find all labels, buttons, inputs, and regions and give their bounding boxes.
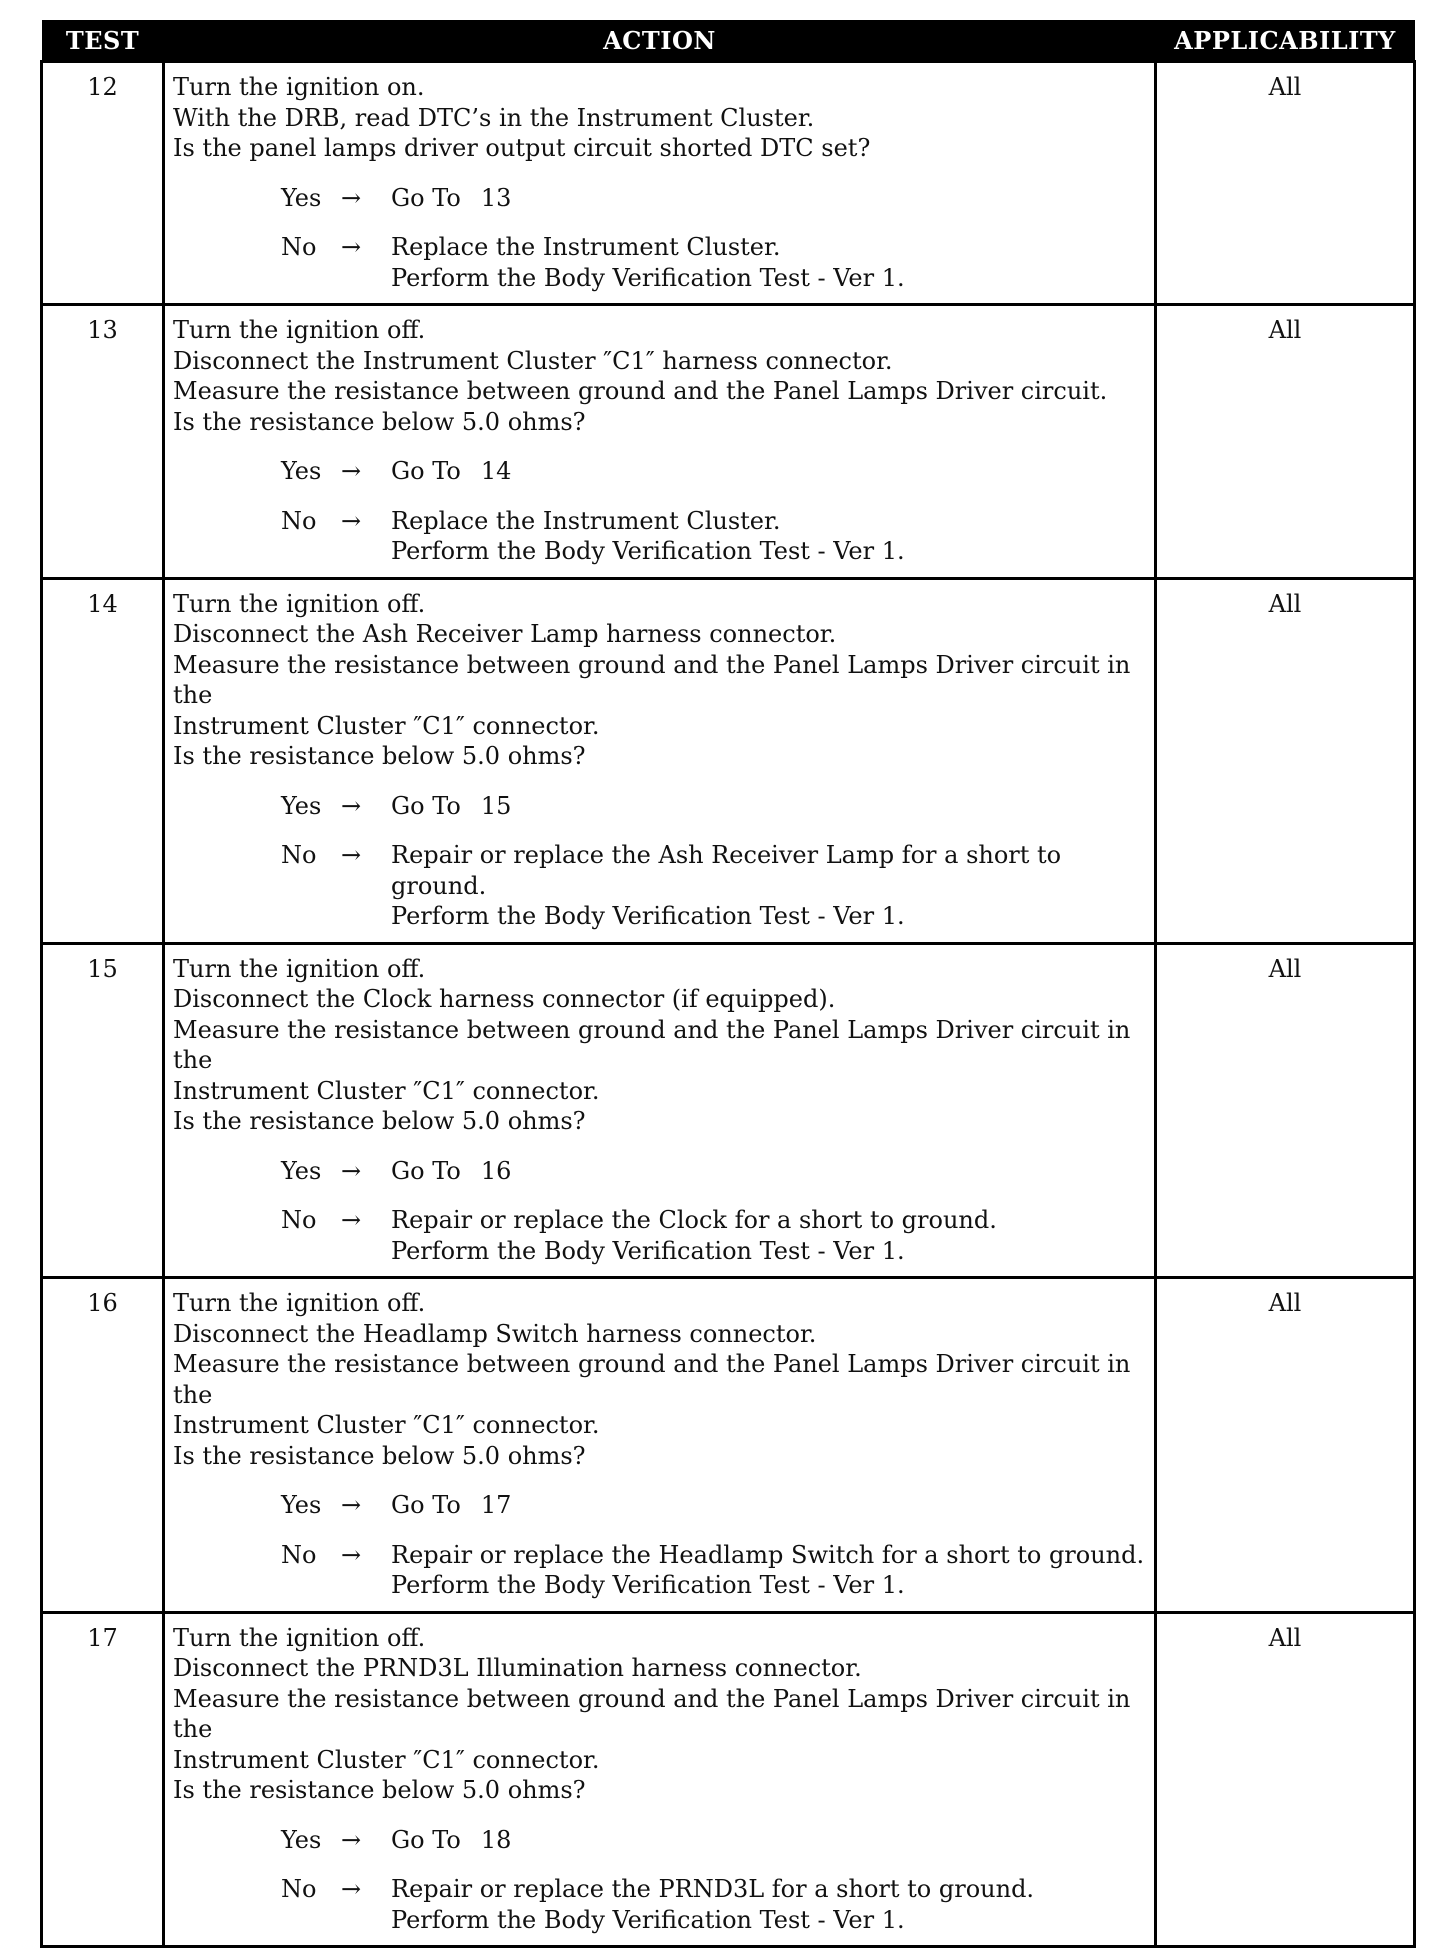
goto-text: Go To <box>391 457 461 485</box>
right-arrow-icon: → <box>341 1206 362 1234</box>
yes-branch <box>173 1156 1154 1187</box>
diagnostic-test-table <box>40 20 1416 1948</box>
action-step-text: Measure the resistance between ground and the Panel Lamps Driver circuit in the <box>173 650 1139 709</box>
yes-label: Yes <box>281 791 322 820</box>
no-action-line: Replace the Instrument Cluster. <box>391 506 781 535</box>
table-row <box>42 305 1415 579</box>
action-step-text: Measure the resistance between ground and the Panel Lamps Driver circuit in the <box>173 1684 1139 1743</box>
action-step-text: Measure the resistance between ground and the Panel Lamps Driver circuit in the <box>173 1015 1139 1074</box>
applicability-value: All <box>1156 1612 1415 1947</box>
action-cell <box>164 305 1156 579</box>
no-label: No <box>281 1206 317 1234</box>
right-arrow-icon: → <box>341 506 362 535</box>
test-number: 14 <box>42 578 164 943</box>
action-cell <box>164 578 1156 943</box>
yes-branch <box>173 1825 1154 1856</box>
action-step-text: Is the resistance below 5.0 ohms? <box>173 1107 586 1135</box>
no-branch <box>173 1205 1154 1266</box>
no-branch <box>173 840 1154 932</box>
action-step-text: Turn the ignition on. <box>173 73 425 101</box>
applicability-value: All <box>1156 1278 1415 1613</box>
no-branch <box>173 1874 1154 1935</box>
answer-block <box>173 1156 1154 1267</box>
no-branch <box>173 1540 1154 1601</box>
no-action-line: Perform the Body Verification Test - Ver 1. <box>391 537 905 565</box>
answer-block <box>173 1825 1154 1936</box>
action-cell <box>164 1278 1156 1613</box>
yes-label: Yes <box>281 1825 322 1854</box>
no-action <box>391 1540 1154 1601</box>
action-step-text: Disconnect the PRND3L Illumination harness connector. <box>173 1654 862 1682</box>
test-number: 13 <box>42 305 164 579</box>
no-label: No <box>281 233 317 261</box>
right-arrow-icon: → <box>341 1825 362 1854</box>
goto-text: Go To <box>391 791 461 820</box>
right-arrow-icon: → <box>341 1875 362 1903</box>
no-action <box>391 1874 1154 1935</box>
action-step-text: Is the resistance below 5.0 ohms? <box>173 1776 586 1804</box>
answer-block <box>173 791 1154 932</box>
no-action <box>391 1205 1154 1266</box>
yes-goto <box>391 1490 1154 1521</box>
action-cell <box>164 943 1156 1278</box>
no-action-line: Repair or replace the PRND3L for a short to ground. <box>391 1875 1035 1903</box>
table-row <box>42 62 1415 305</box>
yes-branch <box>173 456 1154 487</box>
action-step-text: Measure the resistance between ground and the Panel Lamps Driver circuit. <box>173 377 1108 405</box>
right-arrow-icon: → <box>341 1491 362 1519</box>
no-action-line: Repair or replace the Clock for a short to ground. <box>391 1206 997 1234</box>
test-number: 15 <box>42 943 164 1278</box>
action-step-text: With the DRB, read DTC’s in the Instrument Cluster. <box>173 103 815 132</box>
no-action-line: Perform the Body Verification Test - Ver 1. <box>391 902 905 930</box>
no-action <box>391 506 1154 567</box>
action-cell <box>164 62 1156 305</box>
action-step-text: Turn the ignition off. <box>173 1623 426 1652</box>
action-step-text: Turn the ignition off. <box>173 1289 426 1317</box>
answer-block <box>173 183 1154 294</box>
no-label: No <box>281 1875 317 1903</box>
header-applicability: APPLICABILITY <box>1156 20 1415 62</box>
no-action-line: Repair or replace the Ash Receiver Lamp for a short to ground. <box>391 841 1062 900</box>
goto-text: Go To <box>391 1156 461 1185</box>
yes-goto <box>391 1156 1154 1187</box>
right-arrow-icon: → <box>341 1540 362 1569</box>
test-number: 12 <box>42 62 164 305</box>
test-number: 17 <box>42 1612 164 1947</box>
yes-goto <box>391 791 1154 822</box>
action-step-text: Instrument Cluster ″C1″ connector. <box>173 1411 600 1439</box>
no-action-line: Perform the Body Verification Test - Ver 1. <box>391 263 905 292</box>
yes-label: Yes <box>281 1491 322 1519</box>
no-label: No <box>281 841 317 869</box>
answer-block <box>173 456 1154 567</box>
no-action <box>391 232 1154 293</box>
action-step-text: Disconnect the Clock harness connector (if equipped). <box>173 985 836 1013</box>
action-step-text: Is the resistance below 5.0 ohms? <box>173 742 586 770</box>
applicability-value: All <box>1156 62 1415 305</box>
action-cell <box>164 1612 1156 1947</box>
no-label: No <box>281 506 317 535</box>
action-step-text: Disconnect the Ash Receiver Lamp harness connector. <box>173 620 837 648</box>
header-test: TEST <box>42 20 164 62</box>
header-action: ACTION <box>164 20 1156 62</box>
applicability-value: All <box>1156 305 1415 579</box>
goto-text: Go To <box>391 183 461 212</box>
yes-branch <box>173 183 1154 214</box>
no-action-line: Perform the Body Verification Test - Ver 1. <box>391 1905 905 1934</box>
no-action-line: Perform the Body Verification Test - Ver 1. <box>391 1571 905 1599</box>
action-step-text: Is the resistance below 5.0 ohms? <box>173 1441 586 1470</box>
applicability-value: All <box>1156 578 1415 943</box>
table-header <box>42 20 1415 62</box>
yes-goto <box>391 183 1154 214</box>
action-step-text: Instrument Cluster ″C1″ connector. <box>173 1076 600 1105</box>
table-row <box>42 1278 1415 1613</box>
right-arrow-icon: → <box>341 457 362 485</box>
right-arrow-icon: → <box>341 791 362 820</box>
goto-number: 17 <box>480 1491 512 1519</box>
yes-label: Yes <box>281 183 322 212</box>
yes-branch <box>173 791 1154 822</box>
goto-number: 16 <box>480 1156 512 1185</box>
no-branch <box>173 506 1154 567</box>
yes-label: Yes <box>281 457 322 485</box>
action-step-text: Is the resistance below 5.0 ohms? <box>173 407 586 436</box>
answer-block <box>173 1490 1154 1601</box>
yes-goto <box>391 456 1154 487</box>
action-step-text: Disconnect the Headlamp Switch harness connector. <box>173 1319 817 1348</box>
no-action <box>391 840 1154 932</box>
right-arrow-icon: → <box>341 233 362 261</box>
action-step-text: Is the panel lamps driver output circuit shorted DTC set? <box>173 134 871 162</box>
no-action-line: Perform the Body Verification Test - Ver 1. <box>391 1236 905 1265</box>
goto-text: Go To <box>391 1825 461 1854</box>
diagnostic-test-table-page <box>40 20 1413 1948</box>
table-row <box>42 943 1415 1278</box>
no-branch <box>173 232 1154 293</box>
goto-number: 18 <box>480 1825 512 1854</box>
yes-goto <box>391 1825 1154 1856</box>
right-arrow-icon: → <box>341 841 362 869</box>
action-step-text: Disconnect the Instrument Cluster ″C1″ harness connector. <box>173 346 893 375</box>
applicability-value: All <box>1156 943 1415 1278</box>
table-body <box>42 62 1415 1947</box>
action-step-text: Turn the ignition off. <box>173 316 426 344</box>
right-arrow-icon: → <box>341 1156 362 1185</box>
no-action-line: Repair or replace the Headlamp Switch for a short to ground. <box>391 1540 1145 1569</box>
goto-number: 15 <box>480 791 512 820</box>
action-step-text: Measure the resistance between ground and the Panel Lamps Driver circuit in the <box>173 1350 1139 1409</box>
action-step-text: Turn the ignition off. <box>173 954 426 983</box>
goto-number: 13 <box>480 183 512 212</box>
goto-text: Go To <box>391 1491 461 1519</box>
yes-branch <box>173 1490 1154 1521</box>
table-row <box>42 578 1415 943</box>
table-row <box>42 1612 1415 1947</box>
test-number: 16 <box>42 1278 164 1613</box>
yes-label: Yes <box>281 1156 322 1185</box>
goto-number: 14 <box>480 457 512 485</box>
action-step-text: Instrument Cluster ″C1″ connector. <box>173 711 600 740</box>
no-action-line: Replace the Instrument Cluster. <box>391 233 781 261</box>
no-label: No <box>281 1540 317 1569</box>
action-step-text: Turn the ignition off. <box>173 589 426 618</box>
action-step-text: Instrument Cluster ″C1″ connector. <box>173 1745 600 1774</box>
right-arrow-icon: → <box>341 183 362 212</box>
